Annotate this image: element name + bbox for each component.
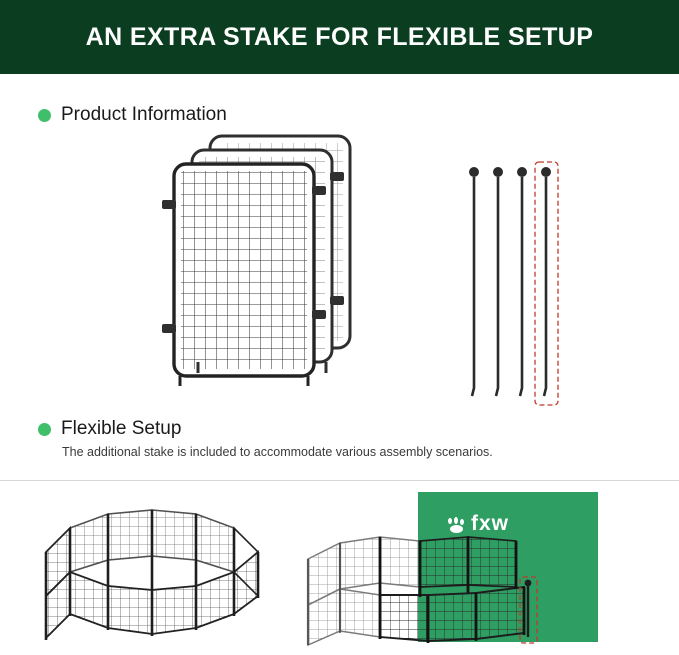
stake-2	[493, 167, 503, 396]
corner-pen-figure	[300, 485, 600, 655]
stake-4-highlighted	[535, 162, 558, 405]
page-title: AN EXTRA STAKE FOR FLEXIBLE SETUP	[85, 22, 594, 51]
section-divider	[0, 480, 679, 481]
octagonal-pen-figure	[30, 490, 280, 655]
brand-name: fxw	[471, 512, 510, 535]
ground-stakes-figure	[460, 160, 570, 415]
stake-3	[517, 167, 527, 396]
bullet-dot-icon	[38, 109, 51, 122]
header-banner	[0, 0, 679, 74]
section-heading-flexible-setup	[38, 418, 181, 440]
section-title: Flexible Setup	[61, 418, 182, 439]
stacked-fence-panels-figure	[150, 128, 410, 403]
section-title: Product Information	[61, 104, 227, 125]
section-heading-product-information	[38, 104, 227, 126]
section-description: The additional stake is included to accommodate various assembly scenarios.	[62, 445, 493, 459]
stake-1	[469, 167, 479, 396]
bullet-dot-icon	[38, 423, 51, 436]
